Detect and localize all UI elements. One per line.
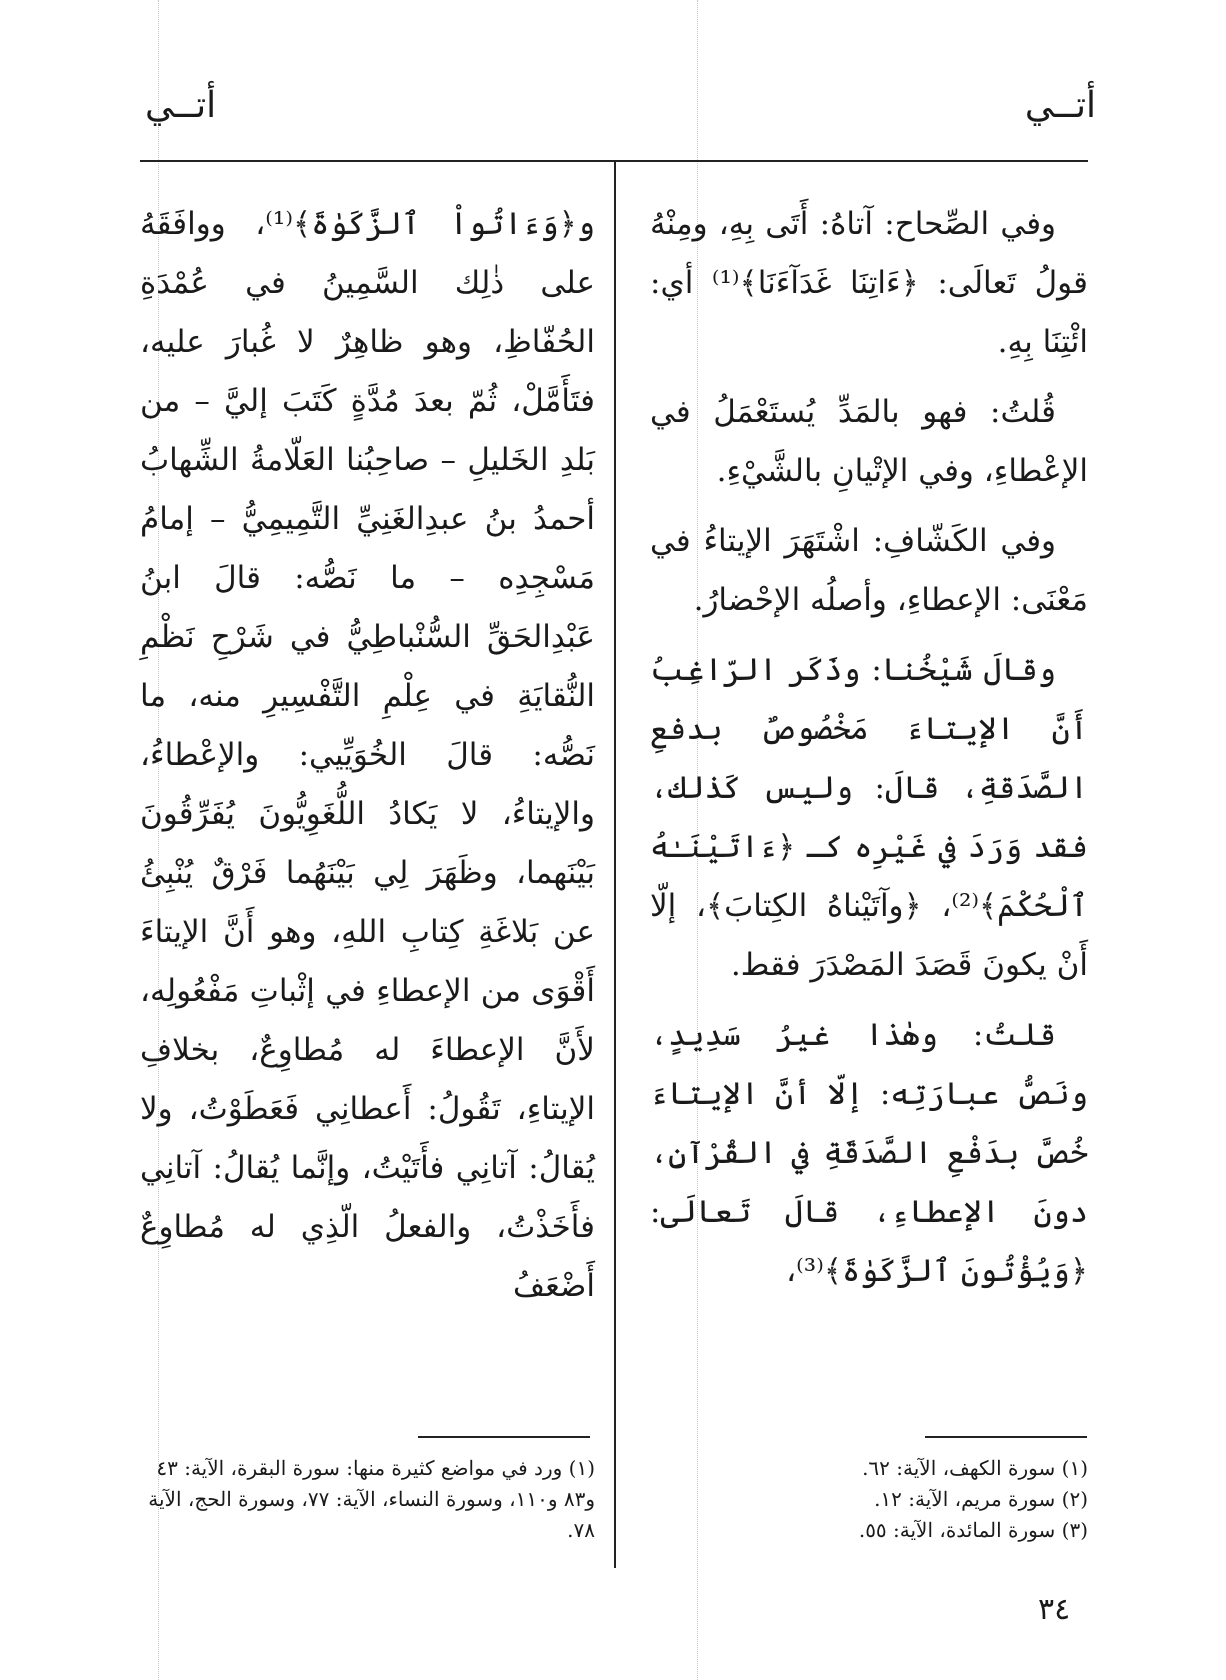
column-divider [614, 160, 616, 1568]
paragraph: و﴿وَءَاتُواْ ٱلزَّكَوٰةَ﴾⁽¹⁾، ووافَقَهُ على ذٰلِك السَّمِينُ في عُمْدَةِ الحُفّاظِ، وهو ظاهِرٌ لا غُبارَ عليه، فتَأَمَّلْ، ثُمّ بعدَ مُدَّةٍ كَتَبَ إليَّ – من بَلدِ الخَليلِ – صاحِبُنا العَلّامةُ الشِّهابُ أحمدُ بنُ عبدِالغَنِيِّ التَّمِيمِيُّ – إمامُ مَسْجِدِه – ما نَصُّه: قالَ ابنُ عَبْدِالحَقِّ السُّنْباطِيُّ في شَرْحِ نَظْمِ النُّقايَةِ في عِلْمِ التَّفْسِيرِ منه، ما نَصُّه: قالَ الخُوَيِّيي: والإعْطاءُ، والإيتاءُ، لا يَكادُ اللُّغَوِيُّونَ يُفَرِّقُونَ بَيْنَهما، وظَهَرَ لِي بَيْنَهُما فَرْقٌ يُنْبِئُ عن بَلاغَةِ كِتابِ اللهِ، وهو أَنَّ الإيتاءَ أَقْوَى من الإعطاءِ في إثْباتِ مَفْعُولِه، لأَنَّ الإعطاءَ له مُطاوِعٌ، بخلافِ الإيتاءِ، تَقُولُ: أَعطانِي فَعَطَوْتُ، ولا يُقالُ: آتانِي فأَتَيْتُ، وإنَّما يُقالُ: آتانِي فأَخَذْتُ، والفعلُ الّذِي له مُطاوِعٌ أَضْعَفُ [140, 206, 595, 1304]
footnote: (١) ورد في مواضع كثيرة منها: سورة البقرة، الآية: ٤٣ و٨٣ و١١٠، وسورة النساء، الآية: ٧٧، وسورة الحج، الآية ٧٨. [148, 1456, 595, 1542]
paragraph: وفي الكَشّافِ: اشْتَهَرَ الإيتاءُ في مَعْنَى: الإعطاءِ، وأصلُه الإحْضارُ. [650, 523, 1088, 618]
running-header-right: أتــي [1024, 85, 1096, 126]
footnote: (١) سورة الكهف، الآية: ٦٢. [862, 1456, 1088, 1480]
left-footnote-rule [418, 1436, 590, 1438]
right-column [650, 195, 1088, 1312]
running-header-left: أتــي [145, 85, 217, 126]
left-footnotes [140, 1453, 595, 1546]
left-column [140, 195, 595, 1327]
footnote: (٣) سورة المائدة، الآية: ٥٥. [858, 1518, 1088, 1542]
page-number: ٣٤ [1038, 1592, 1071, 1627]
right-footnotes [650, 1453, 1088, 1546]
paragraph: قُلتُ: فهو بالمَدِّ يُستَعْمَلُ في الإعْطاءِ، وفي الإتْيانِ بالشَّيْءِ. [650, 394, 1088, 489]
paragraph: قلتُ: وهٰذا غيرُ سَدِيدٍ، ونَصُّ عبارَتِه: إلّا أنَّ الإيتاءَ خُصَّ بدَفْعِ الصَّدَقَةِ في القُرْآنِ، دونَ الإعطاءِ، قالَ تَعالَى: ﴿وَيُؤْتُونَ ٱلزَّكَوٰةَ﴾⁽³⁾، [650, 1017, 1088, 1289]
paragraph: وقالَ شَيْخُنا: وذَكَر الرّاغِبُ أَنَّ الإيتاءَ مَخْصُوصٌ بدفعِ الصَّدَقةِ، قالَ: وليس كَذٰلك، فقد وَرَدَ في غَيْرِه كـ ﴿ءَاتَيْنَـٰهُ ٱلْحُكْمَ﴾⁽²⁾، ﴿وآتَيْناهُ الكِتابَ﴾، إلّا أَنْ يكونَ قَصَدَ المَصْدَرَ فقط. [650, 652, 1088, 983]
footnote: (٢) سورة مريم، الآية: ١٢. [874, 1487, 1088, 1511]
right-footnote-rule [925, 1436, 1087, 1438]
paragraph: وفي الصِّحاح: آتاهُ: أَتَى بِهِ، ومِنْهُ قولُ تَعالَى: ﴿ءَاتِنَا غَدَآءَنَا﴾⁽¹⁾ أي: ائْتِنَا بِهِ. [650, 206, 1088, 360]
